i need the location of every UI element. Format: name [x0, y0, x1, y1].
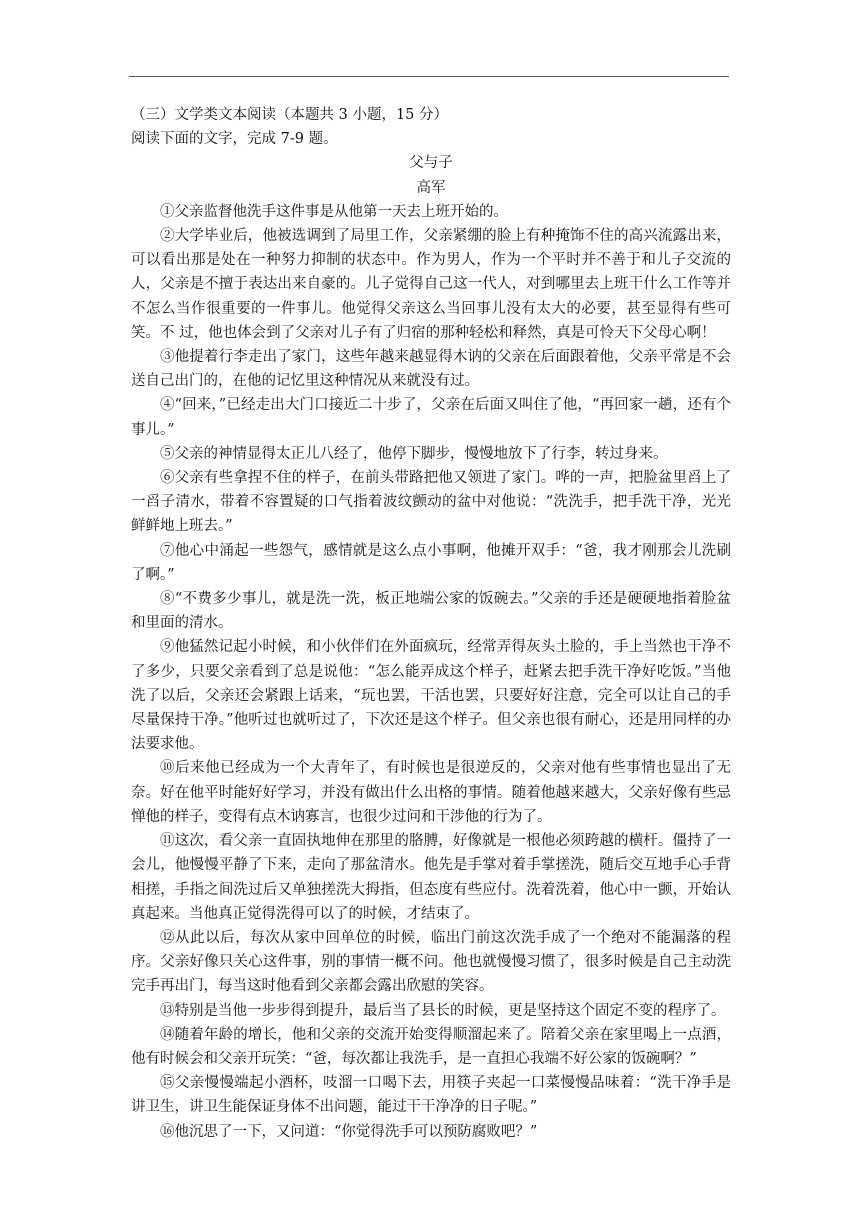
paragraph: ⑯他沉思了一下，又问道：“你觉得洗手可以预防腐败吧？” — [160, 1123, 538, 1140]
paragraph: ⑧“不费多少事儿，就是洗一洗，板正地端公家的饭碗去。”父亲的手还是硬硬地指着脸盆和里面的清水。 — [131, 591, 731, 632]
reading-section — [131, 103, 731, 1144]
paragraph: ⑭随着年龄的增长，他和父亲的交流开始变得顺溜起来了。陪着父亲在家里喝上一点酒，他有时候会和父亲开玩笑：“爸，每次都让我洗手，是一直担心我端不好公家的饭碗啊？” — [131, 1026, 731, 1067]
paragraph: ①父亲监督他洗手这件事是从他第一天去上班开始的。 — [160, 203, 508, 220]
paragraph: ⑫从此以后，每次从家中回单位的时候，临出门前这次洗手成了一个绝对不能漏落的程序。父亲好像只关心这件事，别的事情一概不问。他也就慢慢习惯了，很多时候是自己主动洗完手再出门，每当这时他看到父亲都会露出欣慰的笑容。 — [131, 929, 731, 995]
paragraph: ⑨他猛然记起小时候，和小伙伴们在外面疯玩，经常弄得灰头土脸的，手上当然也干净不了多少，只要父亲看到了总是说他：“怎么能弄成这个样子，赶紧去把手洗干净好吃饭。”当他洗了以后，父亲还会紧跟上话来，“玩也罢，干活也罢，只要好好注意，完全可以让自己的手尽量保持干净。”他听过也就听过了，下次还是这个样子。但父亲也很有耐心，还是用同样的办法要求他。 — [131, 639, 731, 753]
paragraph: ⑥父亲有些拿捏不住的样子，在前头带路把他又领进了家门。哗的一声，把脸盆里舀上了一舀子清水，带着不容置疑的口气指着波纹颤动的盆中对他说：“洗洗手，把手洗干净，光光鲜鲜地上班去。” — [131, 470, 731, 535]
article-title: 父与子 — [409, 155, 453, 172]
header-rule — [129, 76, 729, 77]
instruction-text: 阅读下面的文字，完成 7-9 题。 — [131, 131, 338, 148]
article-author: 高军 — [416, 179, 446, 196]
paragraph: ⑬特别是当他一步步得到提升，最后当了县长的时候，更是坚持这个固定不变的程序了。 — [160, 1002, 726, 1019]
paragraph: ②大学毕业后，他被选调到了局里工作，父亲紧绷的脸上有种掩饰不住的高兴流露出来，可以看出那是处在一种努力抑制的状态中。作为男人，作为一个平时并不善于和儿子交流的人，父亲是不擅于表达出来自豪的。儿子觉得自己这一代人，对到哪里去上班干什么工作等并不怎么当作很重要的一件事儿。他觉得父亲这么当回事儿没有太大的必要，甚至显得有些可笑。不 过，他也体会到了父亲对儿子有了归宿的那种轻松和释然，真是可怜天下父母心啊！ — [131, 228, 731, 341]
paragraph: ⑪这次，看父亲一直固执地伸在那里的胳膊，好像就是一根他必须跨越的横杆。僵持了一会儿，他慢慢平静了下来，走向了那盆清水。他先是手掌对着手掌搓洗，随后交互地手心手背相搓，手指之间洗过后又单独搓洗大拇指，但态度有些应付。洗着洗着，他心中一颤，开始认真起来。当他真正觉得洗得可以了的时候，才结束了。 — [131, 833, 731, 922]
paragraph: ④“回来，”已经走出大门口接近二十步了，父亲在后面又叫住了他，“再回家一趟，还有个事儿。” — [131, 397, 731, 438]
paragraph: ⑩后来他已经成为一个大青年了，有时候也是很逆反的，父亲对他有些事情也显出了无奈。好在他平时能好好学习，并没有做出什么出格的事情。随着他越来越大，父亲好像有些忌惮他的样子，变得有点木讷寡言，也很少过问和干涉他的行为了。 — [131, 760, 731, 825]
section-header: （三）文学类文本阅读（本题共 3 小题，15 分） — [131, 107, 449, 123]
paragraph: ⑤父亲的神情显得太正儿八经了，他停下脚步，慢慢地放下了行李，转过身来。 — [160, 445, 668, 462]
paragraph: ③他提着行李走出了家门，这些年越来越显得木讷的父亲在后面跟着他，父亲平常是不会送自己出门的，在他的记忆里这种情况从来就没有过。 — [131, 349, 731, 390]
paragraph: ⑮父亲慢慢端起小酒杯，吱溜一口喝下去，用筷子夹起一口菜慢慢品味着：“洗干净手是讲卫生，讲卫生能保证身体不出问题，能过干干净净的日子呢。” — [131, 1075, 731, 1116]
paragraph: ⑦他心中涌起一些怨气，感情就是这么点小事啊，他摊开双手：“爸，我才刚那会儿洗刷了啊。” — [131, 542, 731, 583]
